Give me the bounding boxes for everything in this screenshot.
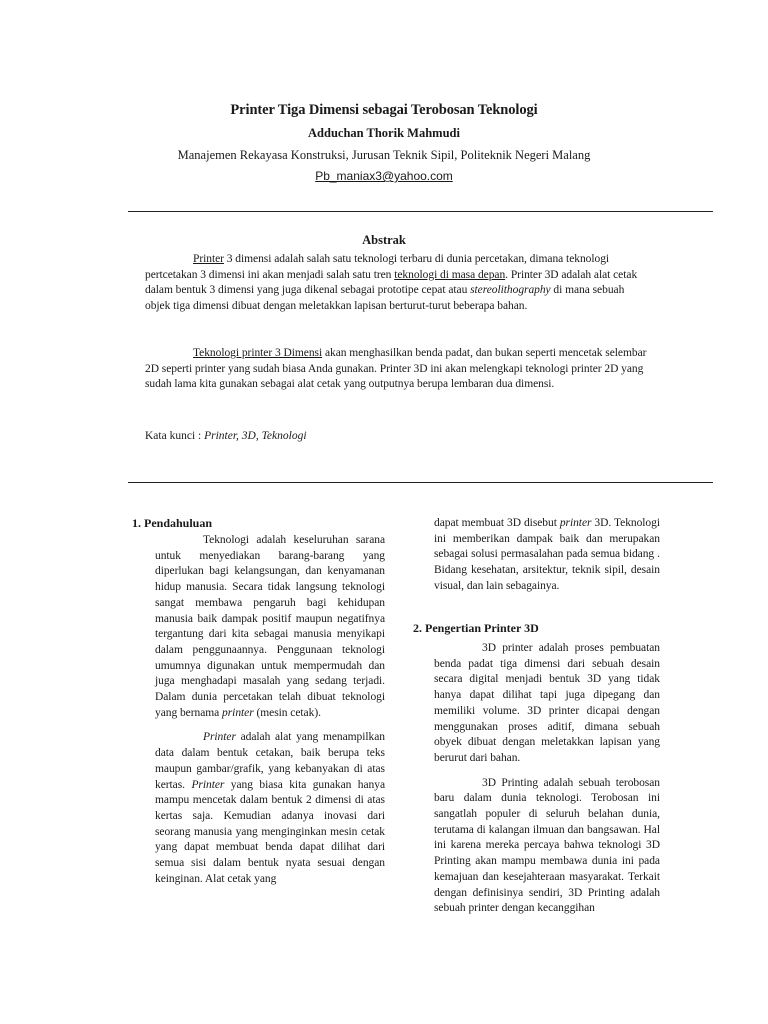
s1p1-text-1: Teknologi adalah keseluruhan sarana untuk menyediakan barang-barang yang diperlukan bagi kelangsungan, dan kenyamanan hidup manusia. Secara tidak langsung teknologi sangat membawa pengaruh bagi kehidupan manusia baik dampak positif maupun negatifnya tergantung dari kita sebagai manusia menyikapi dalam penggunaannya. Penggunaan teknologi umumnya digunakan untuk mempermudah dan juga menghadapi masalah yang sedang terjadi. Dalam dunia percetakan telah dibuat teknologi yang bernama — [155, 534, 385, 719]
link-teknologi-printer-3d[interactable]: Teknologi printer 3 Dimensi — [193, 347, 323, 359]
s1cont-text-2: 3D. Teknologi ini memberikan dampak baik dan merupakan sebagai solusi permasalahan pada semua bidang . Bidang kesehatan, arsitektur, teknik sipil, desain visual, dan lain sebagainya. — [434, 517, 660, 592]
s1p2-text-1: adalah alat yang menampilkan data dalam bentuk cetakan, baik berupa teks maupun gambar/grafik, yang kebanyakan di atas kertas. — [155, 731, 385, 791]
keywords-label: Kata kunci : — [145, 430, 205, 442]
right-column-continuation — [434, 516, 660, 595]
right-column-section-2 — [434, 641, 660, 917]
author-email — [0, 169, 768, 183]
author-affiliation: Manajemen Rekayasa Konstruksi, Jurusan Teknik Sipil, Politeknik Negeri Malang — [177, 148, 591, 162]
left-column — [155, 533, 385, 887]
email-link[interactable]: Pb_maniax3@yahoo.com — [315, 169, 453, 183]
abstract-paragraph-1 — [145, 252, 651, 314]
author-name: Adduchan Thorik Mahmudi — [308, 126, 460, 140]
abstract-heading: Abstrak — [362, 233, 406, 247]
abstract-paragraph-2 — [145, 346, 651, 393]
abstract-p2-text: akan menghasilkan benda padat, dan bukan seperti mencetak selembar 2D seperti printer yang sudah biasa Anda gunakan. Printer 3D ini akan melengkapi teknologi printer 2D yang sudah lama kita gunakan sebagai alat cetak yang outputnya berupa lembaran dua dimensi. — [145, 347, 647, 391]
abstract-p1-italic: stereolithography — [470, 284, 551, 297]
link-teknologi-masa-depan[interactable]: teknologi di masa depan — [394, 268, 506, 281]
abstract-p1-text-2: . Printer 3D adalah alat cetak dalam bentuk 3 dimensi yang juga dikenal sebagai prototipe cepat atau — [145, 268, 638, 297]
s1p2-text-2: yang biasa kita gunakan hanya mampu mencetak dalam bentuk 2 dimensi di atas kertas saja. Kemudian adanya inovasi dari seorang manusia yang menginginkan mesin cetak yang dapat membuat benda dapat dilihat dari semua sisi dalam bentuk nyata sesuai dengan keinginan. Alat cetak yang — [155, 778, 385, 885]
s1p1-italic: printer — [222, 706, 254, 719]
paper-title: Printer Tiga Dimensi sebagai Terobosan Teknologi — [230, 102, 538, 118]
s1p2-italic-1: Printer — [203, 731, 236, 744]
abstract-p1-text-1: 3 dimensi adalah salah satu teknologi terbaru di dunia percetakan, dimana teknologi pertcetakan 3 dimensi ini akan menjadi salah satu tren — [145, 253, 610, 281]
section-1-paragraph-2-cont — [434, 516, 660, 595]
section-2-paragraph-2: 3D Printing adalah sebuah terobosan baru dalam dunia teknologi. Terobosan ini sangatlah populer di seluruh belahan dunia, terutama di kalangan ilmuan dan bangsawan. Hal ini karena mereka percaya bahwa teknologi 3D Printing akan mampu membawa dunia ini pada kemajuan dan kesejahteraan masyarakat. Terkait dengan definisinya sendiri, 3D Printing adalah sebuah printer dengan kecanggihan — [434, 776, 660, 915]
s1p1-text-2: (mesin cetak). — [253, 706, 321, 719]
section-2-paragraph-1: 3D printer adalah proses pembuatan benda padat tiga dimensi dari sebuah desain secara digital menjadi bentuk 3D yang tidak hanya dapat dilihat tapi juga dipegang dan memiliki volume. 3D printer dicapai dengan menggunakan proses aditif, dimana sebuah obyek dibuat dengan meletakkan lapisan yang berurut dari bahan. — [434, 642, 660, 764]
section-divider — [128, 482, 713, 483]
s1p2-italic-2: Printer — [191, 778, 225, 791]
top-divider — [128, 211, 713, 212]
section-1-paragraph-2 — [155, 730, 385, 887]
abstract-p1-text-3: di mana sebuah objek tiga dimensi dibuat dengan meletakkan lapisan berturut-turut beberapa bahan. — [145, 284, 625, 312]
section-1-heading: 1. Pendahuluan — [132, 516, 213, 530]
keywords — [145, 430, 307, 442]
s1cont-italic: printer — [559, 517, 592, 529]
s1cont-text-1: dapat membuat 3D disebut — [434, 517, 560, 529]
section-2-heading: 2. Pengertian Printer 3D — [413, 621, 539, 635]
link-printer[interactable]: Printer — [193, 253, 224, 265]
section-1-paragraph-1 — [155, 533, 385, 721]
keywords-values: Printer, 3D, Teknologi — [204, 430, 307, 442]
